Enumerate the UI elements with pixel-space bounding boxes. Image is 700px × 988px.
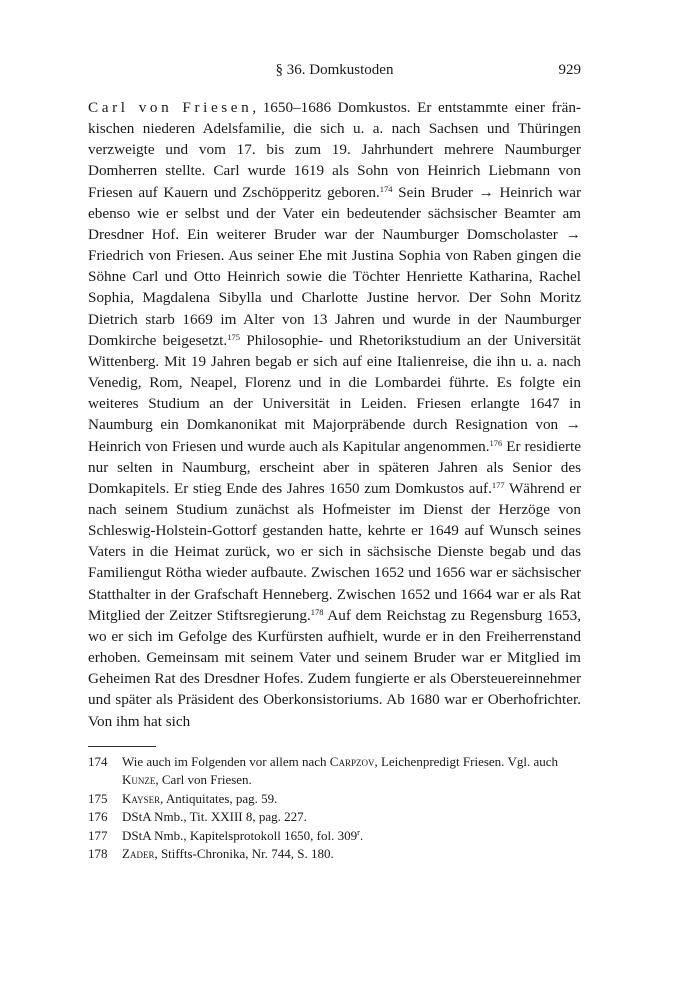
footnote-175 (88, 790, 581, 808)
text-segment: , 1650–1686 Domkustos. Er entstammte einer fränkischen niederen Adelsfamilie, die sich u. a. nach Sachsen und Thüringen verzweigte und vom 17. bis zum 19. Jahrhundert mehrere Naumburger Domherren stellte. Carl wurde 1619 als Sohn von Heinrich Liebmann von Friesen auf Kauern und Zschöpperitz geboren. (88, 99, 581, 201)
text-segment: Sein Bruder → Heinrich war ebenso wie er selbst und der Vater ein bedeutender sächsischer Beamter am Dresdner Hof. Ein weiterer Bruder war der Naumburger Domscholaster → Friedrich von Friesen. Aus seiner Ehe mit Justina Sophia von Raben gingen die Söhne Carl und Otto Heinrich sowie die Töchter Henriette Katharina, Rachel Sophia, Magdalena Sibylla und Charlotte Justine hervor. Der Sohn Moritz Dietrich starb 1669 im Alter von 13 Jahren und wurde in der Naumburger Domkirche beigesetzt. (88, 183, 581, 349)
footnote-ref: 178 (310, 606, 324, 617)
footnote-number: 178 (88, 846, 108, 862)
author-name: Kayser (122, 790, 161, 806)
author-name: Zader (122, 846, 155, 862)
running-title: § 36. Domkustoden (275, 62, 394, 78)
footnote-176 (88, 808, 581, 826)
author-name: Kunze (122, 772, 156, 788)
footnote-number: 176 (88, 809, 108, 825)
footnote-text: Wie auch im Folgenden vor allem nach (122, 754, 330, 769)
text-segment: Während er nach seinem Studium zunächst als Hofmeister im Dienst der Herzöge von Schleswig-Holstein-Gottorf gestanden hatte, kehrte er 1649 auf Wunsch seines Vaters in die Heimat zurück, wo er sich in sächsische Dienste begab und das Familiengut Rötha wieder aufbaute. Zwischen 1652 und 1656 war er sächsischer Statthalter in der Grafschaft Henneberg. Zwischen 1652 und 1664 war er als Rat Mitglied der Zeitzer Stiftsregierung. (88, 479, 581, 624)
footnote-separator (88, 746, 156, 747)
entry-person-name: Carl von Friesen (88, 99, 253, 116)
footnote-ref: 175 (227, 331, 240, 342)
text-segment: Philosophie- und Rhetorikstudium an der Universität Wittenberg. Mit 19 Jahren begab er sich auf eine Italienreise, die ihn u. a. nach Venedig, Rom, Neapel, Florenz und in die Lombardei führte. Es folgte ein weiteres Studium an der Universität in Leiden. Friesen erlangte 1647 in Naumburg ein Domkanonikat mit Majorpräbende durch Resignation von → Heinrich von Friesen und wurde auch als Kapitular angenommen. (88, 331, 581, 455)
footnote-174 (88, 753, 581, 790)
running-head (88, 62, 581, 82)
footnote-text: . (359, 827, 364, 843)
footnotes (88, 753, 581, 863)
author-name: Carpzov (329, 754, 375, 769)
footnote-text: , Leichenpredigt Friesen. Vgl. auch (374, 754, 558, 769)
footnote-number: 175 (88, 790, 108, 806)
folio-recto-mark: r (357, 826, 360, 837)
footnote-ref: 176 (489, 437, 503, 448)
footnote-number: 177 (88, 827, 108, 843)
footnote-number: 174 (88, 754, 108, 769)
page-number: 929 (558, 62, 581, 78)
main-text (88, 97, 581, 732)
footnote-ref: 174 (379, 183, 393, 194)
footnote-178 (88, 845, 581, 863)
footnote-177 (88, 827, 581, 845)
entry-paragraph (88, 97, 581, 732)
footnote-text: , Antiquitates, pag. 59. (160, 790, 278, 806)
footnote-text: , Stiffts-Chronika, Nr. 744, S. 180. (154, 846, 334, 862)
footnote-text: DStA Nmb., Kapitelsprotokoll 1650, fol. 309 (122, 827, 358, 843)
text-segment: Auf dem Reichstag zu Regensburg 1653, wo er sich im Gefolge des Kurfürsten aufhielt, wurde er in den Freiherrenstand erhoben. Gemeinsam mit seinem Vater und seinem Bruder war er Mitglied im Geheimen Rat des Dresdner Hofes. Zudem fungierte er als Obersteuereinnehmer und später als Präsident des Oberkonsistoriums. Ab 1680 war er Oberhofrichter. Von ihm hat sich (88, 606, 581, 730)
footnote-ref: 177 (491, 479, 505, 490)
footnote-text: DStA Nmb., Tit. XXIII 8, pag. 227. (122, 809, 307, 825)
text-segment: Er residierte nur selten in Naumburg, erscheint aber in späteren Jahren als Senior des Domkapitels. Er stieg Ende des Jahres 1650 zum Domkustos auf. (88, 437, 581, 497)
footnote-text: , Carl von Friesen. (155, 772, 252, 788)
